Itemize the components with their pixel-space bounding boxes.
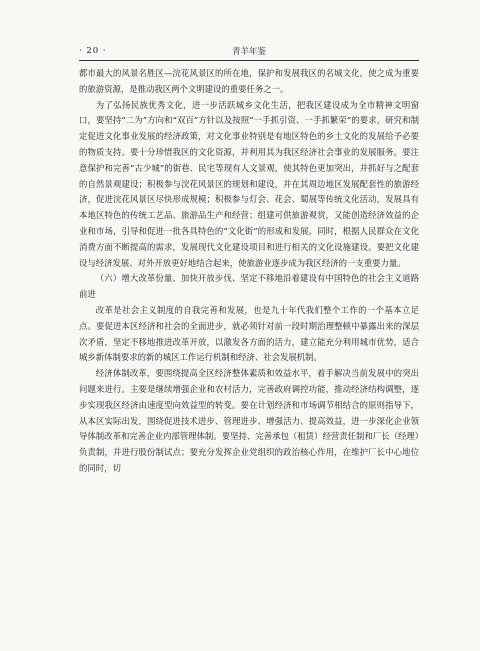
section-heading: （六）增大改革份量、加快开放步伐、坚定不移地沿着建设有中国特色的社会主义道路前进 [79,273,419,300]
paragraph-reform: 改革是社会主义制度的自我完善和发展，也是九十年代我们整个工作的一个基本立足点。要促进本区经济和社会的全面进步，就必须针对前一段时期治理整顿中暴露出来的深层次矛盾，坚定不移地推进改革开放，以激发各方面的活力，建立能充分利用城市优势，适合城乡新体制要求的新的城区工作运行机制和经济、社会发展机制。 [79,304,419,363]
page-header [79,45,419,59]
paragraph-continued: 都市最大的风景名胜区—浣花风景区的所在地，保护和发展我区的名城文化，使之成为重要的旅游资源，是推动我区两个文明建设的重要任务之一。 [79,68,419,94]
paragraph-culture: 为了弘扬民族优秀文化，进一步活跃城乡文化生活，把我区建设成为全市精神文明窗口，要坚持“二为”方向和“双百”方针以及按照“一手抓引资、一手抓繁荣”的要求，研究和制定促进文化事业发展的经济政策，对文化事业特别是有地区特色的乡土文化的发展给予必要的物质支持。要十分珍惜我区的文化资源，并利用其为我区经济社会事业的发展服务。要注意保护和完善“古少城”的街巷、民宅等现有人文景观，使其特色更加突出，并抓好与之配套的自然景观建设；积极参与浣花风景区的规划和建设，并在其周边地区发展配套性的旅游经济，促进浣花风景区尽快形成规模；积极参与灯会、花会、蜀展等传统文化活动，发展具有本地区特色的传统工艺品、旅游品生产和经营；组建可供旅游观赏，又能创造经济效益的企业和市场，引导和促进一批各具特色的“文化街”的形成和发展。同时，根据人民群众在文化消费方面不断提高的需求，发展现代文化建设项目和进行相关的文化设施建设。要把文化建设与经济发展、对外开放更好地结合起来，使旅游业逐步成为我区经济的一支重要力量。 [79,99,419,268]
header-rule [79,60,419,61]
page-number: · 20 · [79,46,107,56]
journal-title: 青羊年鉴 [231,47,267,57]
paragraph-economic-reform: 经济体制改革，要围绕提高全区经济整体素质和效益水平，着手解决当前发展中的突出问题来进行。主要是继续增强企业和农村活力，完善政府调控功能，推动经济结构调整，逐步实现我区经济由速度型向效益型的转变。要在计划经济和市场调节相结合的原则指导下，从本区实际出发，围绕促进技术进步、管理进步、增强活力、提高效益，进一步深化企业领导体制改革和完善企业内部管理体制。要坚持、完善承包（租赁）经营责任制和厂长（经理）负责制，并进行股份制试点；要充分发挥企业党组织的政治核心作用，在维护厂长中心地位的同时，切 [79,368,419,473]
body-text [79,66,419,477]
